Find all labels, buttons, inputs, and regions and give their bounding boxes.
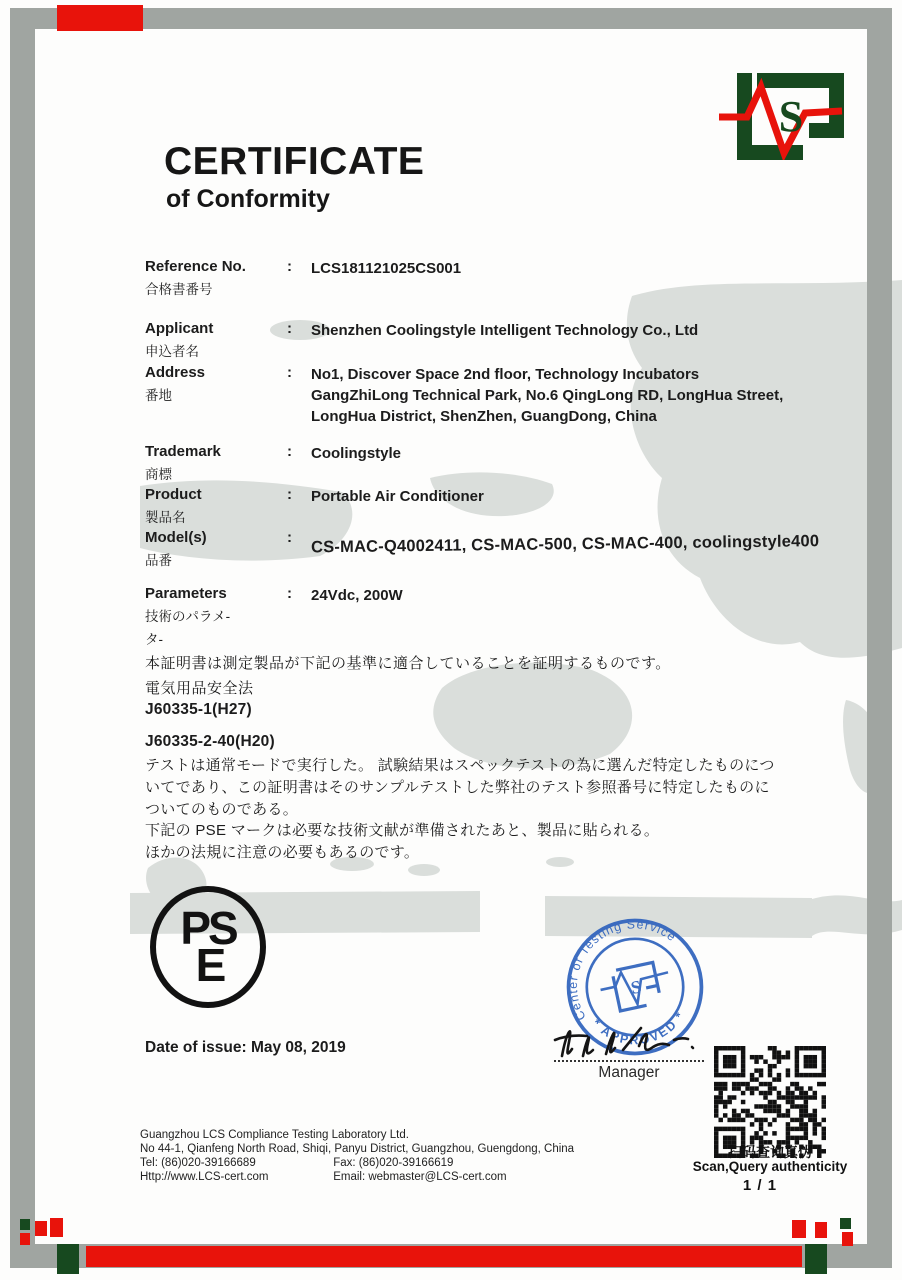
- frame-right: [867, 8, 892, 1268]
- colon: :: [287, 443, 292, 460]
- field-value: LCS181121025CS001: [311, 260, 462, 277]
- signer-role: Manager: [598, 1064, 660, 1081]
- field-label: Applicant: [145, 320, 214, 337]
- statement-line: 電気用品安全法: [145, 680, 254, 697]
- field-reference: [145, 258, 865, 298]
- note-line: テストは通常モードで実行した。 試験結果はスペックテストの為に選んだ特定したものにつ: [145, 757, 775, 774]
- deco-square: [792, 1220, 806, 1238]
- bottom-green-block-right: [805, 1244, 827, 1274]
- deco-square: [842, 1232, 853, 1246]
- colon: :: [287, 529, 292, 546]
- test-notes: [145, 755, 785, 864]
- note-line: ほかの法規に注意の必要もあるのです。: [145, 844, 420, 862]
- colon: :: [287, 320, 292, 337]
- deco-square: [840, 1218, 851, 1229]
- deco-square: [815, 1222, 827, 1238]
- field-label: Parameters: [145, 585, 227, 602]
- field-label-jp: タ-: [145, 632, 163, 647]
- field-label: Model(s): [145, 529, 207, 546]
- qr-caption-en: Scan,Query authenticity: [692, 1159, 848, 1174]
- field-label: Reference No.: [145, 258, 246, 275]
- pse-mark: [150, 886, 266, 1008]
- field-label-jp: 番地: [145, 388, 172, 403]
- lab-tel: Tel: (86)020-39166689: [140, 1157, 256, 1169]
- field-label-jp: 製品名: [145, 510, 186, 525]
- field-label-jp: 技術のパラメ-: [145, 609, 231, 624]
- logo-letter: S: [778, 92, 804, 141]
- stamp-arc-top-text: Center of Testing Service: [565, 917, 680, 1023]
- lab-footer: [140, 1128, 700, 1184]
- deco-square: [20, 1233, 30, 1245]
- note-line: いてであり、この証明書はそのサンプルテストした弊社のテスト参照番号に特定したものに: [145, 778, 770, 796]
- standard-code: J60335-1(H27): [145, 701, 252, 718]
- qr-caption-cn: 扫码查询真伪: [728, 1144, 812, 1160]
- lcs-logo: [717, 73, 844, 160]
- field-address: [145, 364, 865, 427]
- note-line: ついてのものである。: [145, 800, 299, 818]
- frame-left: [10, 8, 35, 1268]
- signature-line: [554, 1040, 704, 1062]
- deco-square: [20, 1219, 30, 1230]
- colon: :: [287, 585, 292, 602]
- colon: :: [287, 486, 292, 503]
- note-line: 下記の PSE マークは必要な技術文献が準備されたあと、製品に貼られる。: [145, 822, 660, 840]
- lab-address: No 44-1, Qianfeng North Road, Shiqi, Panyu District, Guangzhou, Guengdong, China: [140, 1143, 575, 1155]
- field-value: Portable Air Conditioner: [311, 488, 484, 505]
- pse-top-letters: PS: [180, 902, 236, 955]
- standard-code: J60335-2-40(H20): [145, 733, 275, 750]
- pse-bottom-letter: E: [195, 939, 227, 991]
- stamp-logo-letter: S: [629, 976, 644, 999]
- field-value: CS-MAC-Q4002411, CS-MAC-500, CS-MAC-400, coolingstyle400: [310, 532, 820, 557]
- address-line: LongHua District, ShenZhen, GuangDong, China: [311, 408, 657, 425]
- field-models: [145, 529, 865, 569]
- statement-line: 本証明書は測定製品が下記の基準に適合していることを証明するものです。: [145, 655, 671, 672]
- field-applicant: [145, 320, 865, 360]
- top-red-bar: [57, 5, 143, 31]
- lab-email: Email: webmaster@LCS-cert.com: [333, 1171, 507, 1183]
- bottom-red-bar: [86, 1246, 802, 1267]
- field-label-jp: 商標: [145, 467, 172, 482]
- deco-square: [35, 1221, 47, 1236]
- field-product: [145, 486, 865, 526]
- colon: :: [287, 364, 292, 381]
- field-label: Address: [145, 364, 206, 381]
- field-label: Product: [145, 486, 202, 503]
- field-value: Shenzhen Coolingstyle Intelligent Technology Co., Ltd: [311, 322, 699, 339]
- field-label: Trademark: [145, 443, 221, 460]
- bottom-green-block-left: [57, 1244, 79, 1274]
- field-label-jp: 申込者名: [145, 344, 199, 359]
- deco-square: [50, 1218, 63, 1237]
- field-label-jp: 合格書番号: [145, 282, 213, 297]
- field-value: Coolingstyle: [311, 445, 402, 462]
- date-of-issue: Date of issue: May 08, 2019: [145, 1039, 346, 1056]
- address-line: No1, Discover Space 2nd floor, Technology Incubators: [311, 366, 700, 383]
- field-label-jp: 品番: [145, 553, 172, 568]
- lab-name: Guangzhou LCS Compliance Testing Laboratory Ltd.: [140, 1129, 409, 1141]
- field-value: 24Vdc, 200W: [311, 587, 403, 604]
- page-subtitle: of Conformity: [166, 185, 330, 213]
- field-trademark: [145, 443, 865, 483]
- field-parameters: [145, 585, 865, 648]
- page-title: CERTIFICATE: [164, 140, 425, 183]
- stamp-arc-bottom-text: * APPROVED *: [589, 1008, 688, 1048]
- lab-fax: Fax: (86)020-39166619: [333, 1157, 454, 1169]
- colon: :: [287, 258, 292, 275]
- lab-website: Http://www.LCS-cert.com: [140, 1171, 269, 1183]
- page-number: 1 / 1: [742, 1177, 778, 1194]
- address-line: GangZhiLong Technical Park, No.6 QingLong RD, LongHua Street,: [311, 387, 784, 404]
- field-value: [311, 364, 865, 427]
